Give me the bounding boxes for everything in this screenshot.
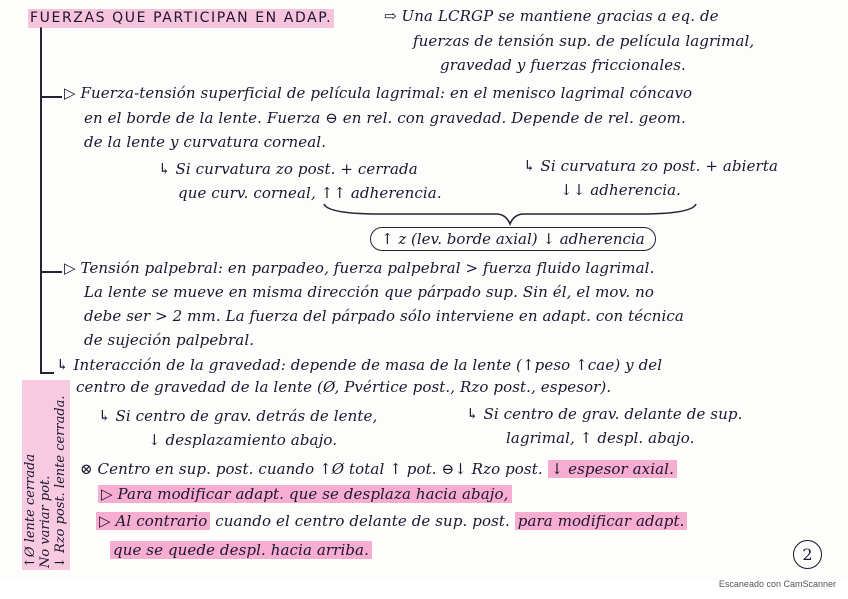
- sub3-right-line-2: lagrimal, ↑ despl. abajo.: [506, 429, 695, 447]
- branch-tick-1: [40, 96, 62, 98]
- section3-line-1: ↳ Interacción de la gravedad: depende de masa de la lente (↑peso ↑cae) y del: [56, 356, 663, 374]
- section3-line-2: centro de gravedad de la lente (Ø, Pvértice post., Rzo post., espesor).: [76, 378, 612, 396]
- margin-note-3: ↓ Rzo post. lente cerrada.: [53, 395, 68, 568]
- branch-line: [40, 27, 42, 373]
- sub-right-line-2: ↓↓ adherencia.: [560, 181, 682, 199]
- adhesion-summary-oval: ↑ z (lev. borde axial) ↓ adherencia: [370, 227, 656, 251]
- margin-note-1: ↑Ø lente cerrada: [23, 453, 38, 568]
- sub3-left-line-2: ↓ desplazamiento abajo.: [148, 431, 338, 449]
- page-number: 2: [793, 540, 822, 569]
- center-line-text: ⊗ Centro en sup. post. cuando ↑Ø total ↑ pot. ⊖↓ Rzo post.: [80, 460, 543, 478]
- margin-note-2: No variar pot.: [38, 475, 53, 568]
- para-line-highlight: ▷ Para modificar adapt. que se desplaza hacia abajo,: [98, 485, 512, 503]
- center-line: [80, 460, 677, 479]
- contrario-line: [96, 512, 687, 531]
- section2-line-2: La lente se mueve en misma dirección que párpado sup. Sin él, el mov. no: [84, 283, 654, 301]
- center-line-highlight: ↓ espesor axial.: [548, 460, 677, 478]
- last-line-highlight: que se quede despl. hacia arriba.: [110, 541, 372, 559]
- contrario-highlight: ▷ Al contrario: [96, 512, 210, 530]
- contrario-end-highlight: para modificar adapt.: [515, 512, 688, 530]
- page-title: FUERZAS QUE PARTICIPAN EN ADAP.: [30, 10, 333, 26]
- section1-line-1: ▷ Fuerza-tensión superficial de película lagrimal: en el menisco lagrimal cóncavo: [64, 84, 693, 102]
- intro-line-3: gravedad y fuerzas friccionales.: [440, 56, 686, 74]
- sub3-right-line-1: ↳ Si centro de grav. delante de sup.: [466, 405, 743, 423]
- sub-left-line-1: ↳ Si curvatura zo post. + cerrada: [158, 160, 418, 178]
- intro-line-1: ⇨ Una LCRGP se mantiene gracias a eq. de: [384, 7, 719, 25]
- section2-line-3: debe ser > 2 mm. La fuerza del párpado sólo interviene en adapt. con técnica: [84, 307, 684, 325]
- sub-right-line-1: ↳ Si curvatura zo post. + abierta: [523, 157, 778, 175]
- intro-line-2: fuerzas de tensión sup. de película lagrimal,: [413, 32, 755, 50]
- scanner-watermark: Escaneado con CamScanner: [718, 579, 836, 589]
- contrario-middle: cuando el centro delante de sup. post.: [210, 512, 510, 530]
- last-line: [110, 541, 372, 560]
- sub-left-line-2: que curv. corneal, ↑↑ adherencia.: [178, 184, 442, 202]
- branch-tick-2: [40, 271, 62, 273]
- section1-line-2: en el borde de la lente. Fuerza ⊖ en rel. con gravedad. Depende de rel. geom.: [84, 109, 686, 127]
- section2-line-1: ▷ Tensión palpebral: en parpadeo, fuerza palpebral > fuerza fluido lagrimal.: [64, 259, 655, 277]
- section1-line-3: de la lente y curvatura corneal.: [84, 133, 327, 151]
- margin-notes: [22, 380, 70, 570]
- brace-icon: [320, 200, 700, 228]
- section2-line-4: de sujeción palpebral.: [84, 331, 255, 349]
- para-line: [98, 485, 512, 504]
- branch-tick-3: [40, 372, 54, 374]
- sub3-left-line-1: ↳ Si centro de grav. detrás de lente,: [98, 407, 378, 425]
